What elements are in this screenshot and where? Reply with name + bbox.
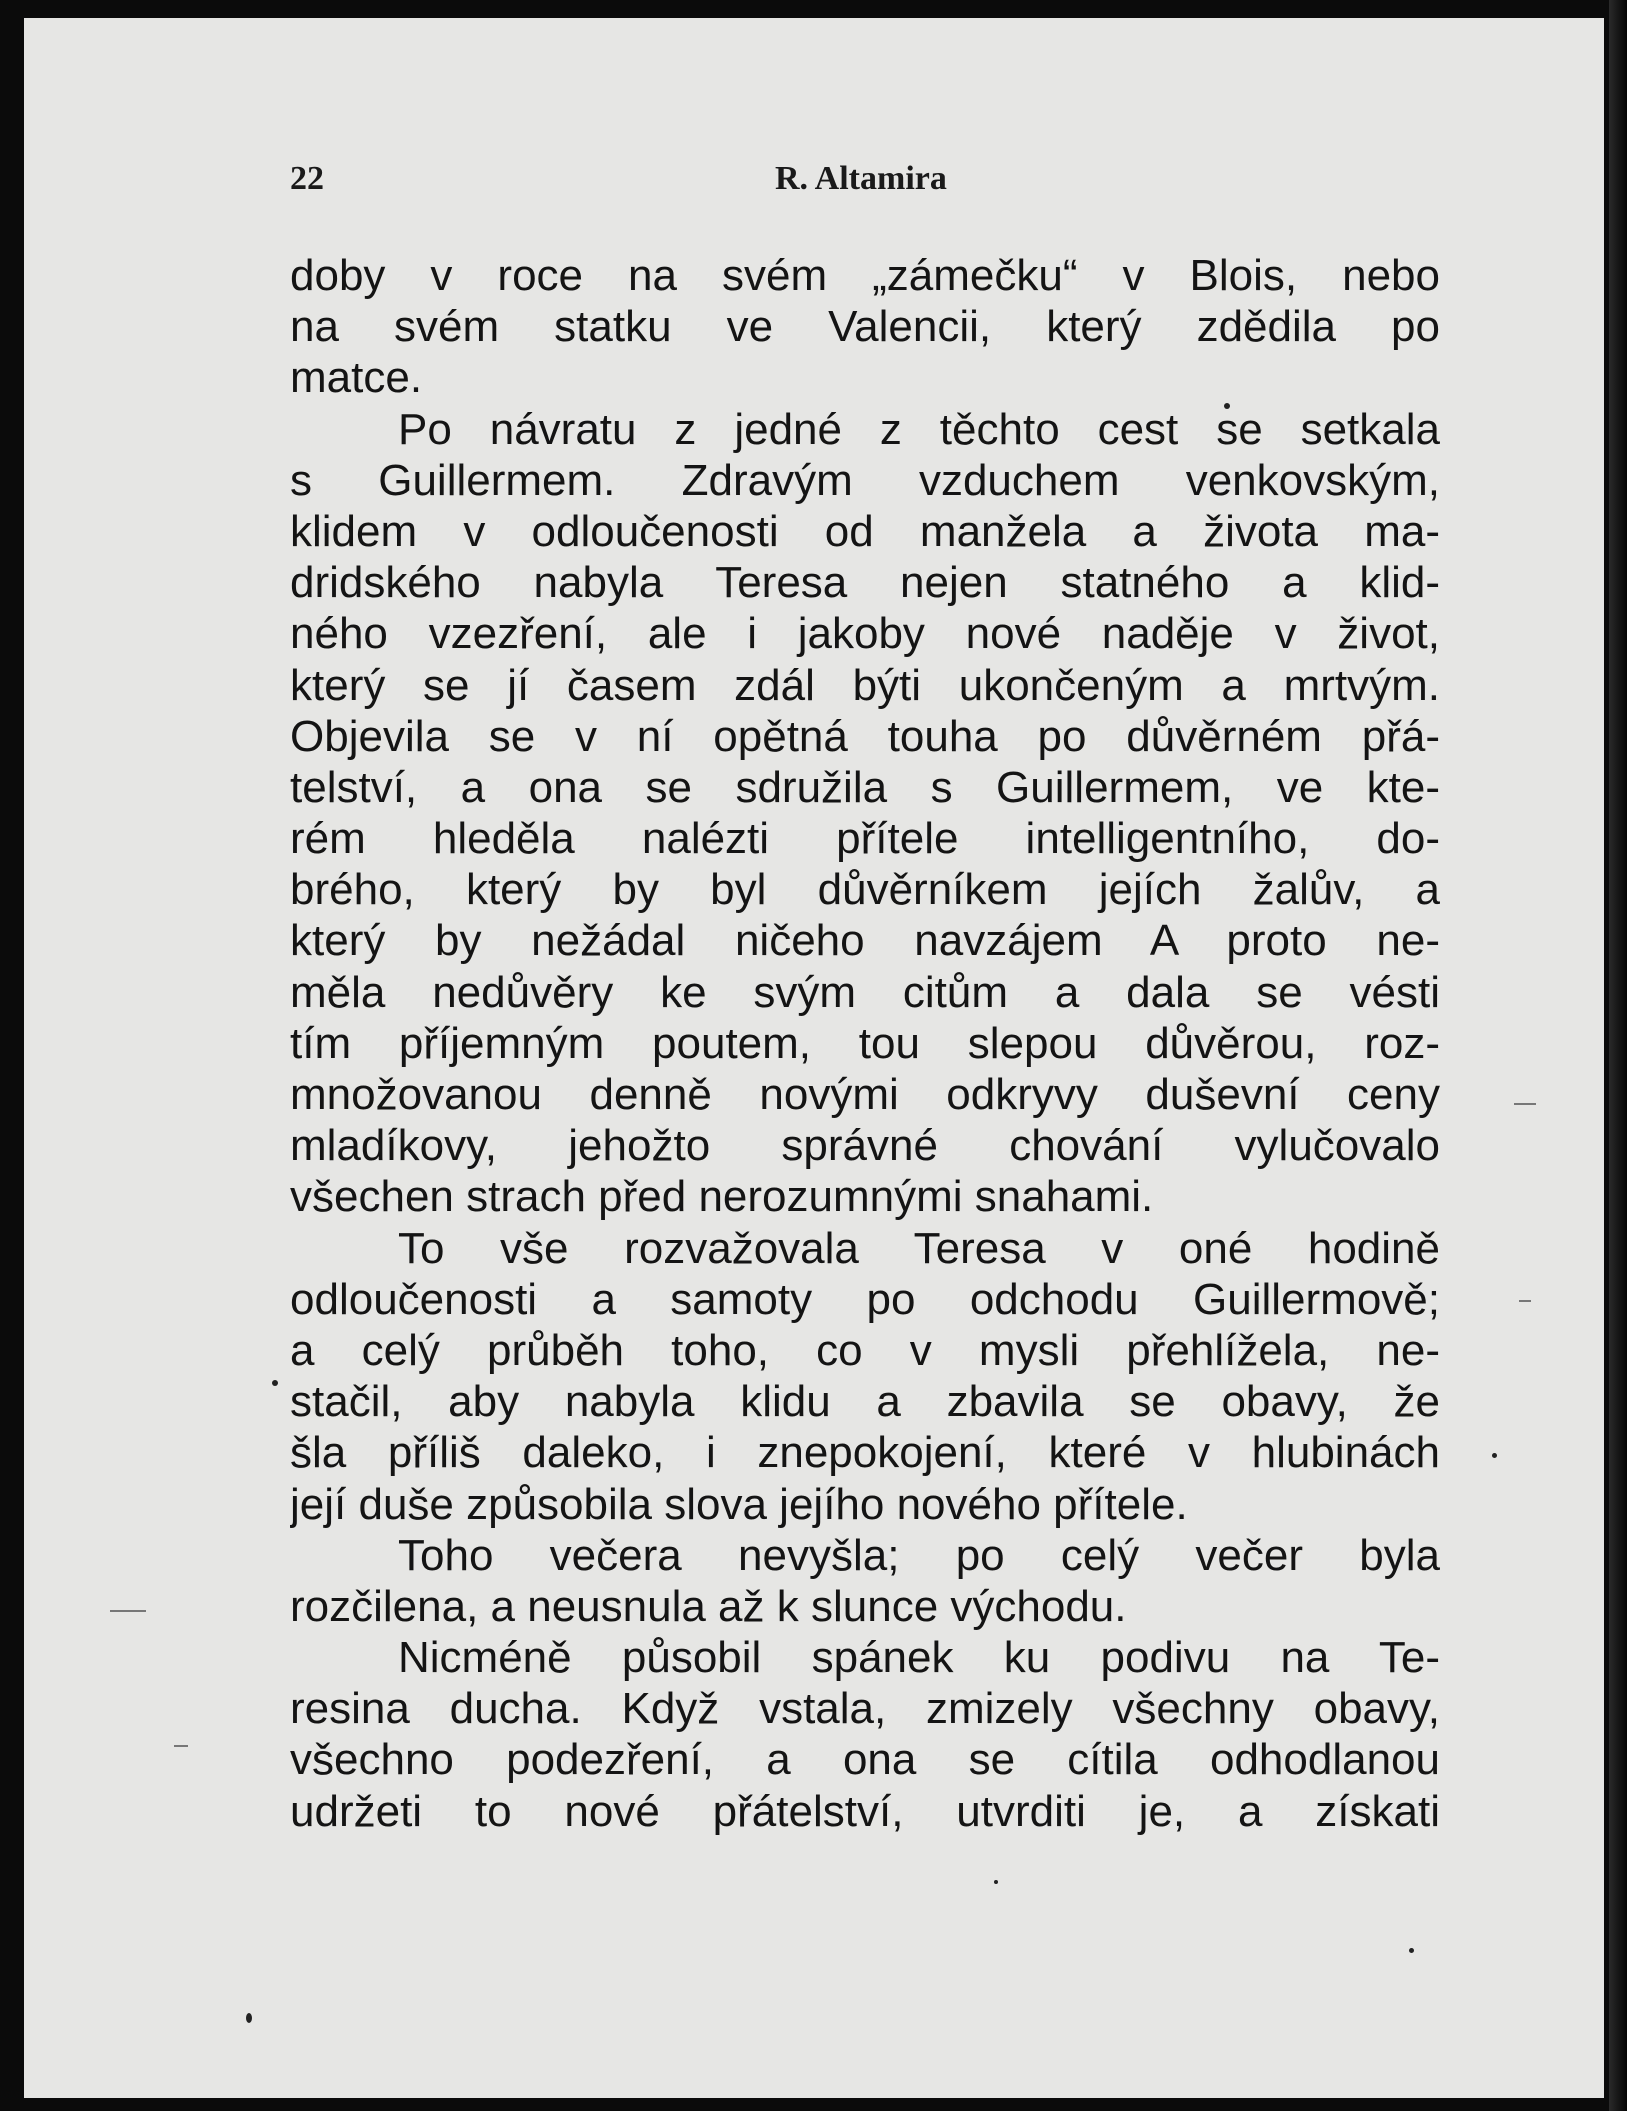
text-line: Po návratu z jedné z těchto cest se setkala: [398, 404, 1440, 454]
text-line: resina ducha. Když vstala, zmizely všechny obavy,: [290, 1684, 1440, 1734]
running-title: R. Altamira: [775, 160, 947, 197]
print-speck: [994, 1880, 998, 1884]
text-line: odloučenosti a samoty po odchodu Guillermově;: [290, 1274, 1440, 1324]
text-line: Toho večera nevyšla; po celý večer byla: [398, 1530, 1440, 1580]
text-line: matce.: [290, 353, 423, 403]
text-line: telství, a ona se sdružila s Guillermem, ve kte-: [290, 762, 1440, 812]
text-line: brého, který by byl důvěrníkem jejích žalův, a: [290, 865, 1440, 915]
print-speck: [246, 2013, 252, 2023]
print-mark: [1519, 1300, 1531, 1302]
text-line: doby v roce na svém „zámečku“ v Blois, nebo: [290, 251, 1440, 300]
text-line: mladíkovy, jehožto správné chování vylučovalo: [290, 1121, 1440, 1171]
text-line: šla příliš daleko, i znepokojení, které v hlubinách: [290, 1428, 1440, 1478]
text-line: dridského nabyla Teresa nejen statného a klid-: [290, 558, 1440, 608]
print-mark: [1514, 1103, 1536, 1105]
body-text: [290, 250, 1440, 1837]
text-line: její duše způsobila slova jejího nového přítele.: [290, 1479, 1188, 1529]
text-line: Objevila se v ní opětná touha po důvěrném přá-: [290, 711, 1440, 761]
page-edge-shadow: [1609, 0, 1627, 2111]
text-line: měla nedůvěry ke svým citům a dala se vésti: [290, 967, 1440, 1017]
text-line: množovanou denně novými odkryvy duševní ceny: [290, 1070, 1440, 1119]
text-line: který by nežádal ničeho navzájem A proto ne-: [290, 916, 1440, 966]
print-speck: [1409, 1948, 1414, 1953]
print-speck: [1492, 1453, 1497, 1458]
print-mark: [174, 1745, 188, 1747]
text-line: rozčilena, a neusnula až k slunce východu.: [290, 1581, 1127, 1631]
running-head: [290, 160, 1440, 210]
text-line: Nicméně působil spánek ku podivu na Te-: [398, 1633, 1440, 1683]
text-line: s Guillermem. Zdravým vzduchem venkovským,: [290, 455, 1440, 505]
text-line: rém hleděla nalézti přítele intelligentního, do-: [290, 814, 1440, 864]
text-line: ného vzezření, ale i jakoby nové naděje v život,: [290, 609, 1440, 659]
text-line: který se jí časem zdál býti ukončeným a mrtvým.: [290, 660, 1440, 710]
text-line: na svém statku ve Valencii, který zdědila po: [290, 302, 1440, 352]
text-line: udržeti to nové přátelství, utvrditi je, a získati: [290, 1786, 1440, 1836]
text-line: všechno podezření, a ona se cítila odhodlanou: [290, 1735, 1440, 1785]
print-mark: [110, 1610, 146, 1612]
print-speck: [272, 1380, 278, 1386]
text-line: klidem v odloučenosti od manžela a života ma-: [290, 506, 1440, 556]
text-line: a celý průběh toho, co v mysli přehlížela, ne-: [290, 1325, 1440, 1375]
text-line: všechen strach před nerozumnými snahami.: [290, 1172, 1154, 1222]
text-line: stačil, aby nabyla klidu a zbavila se obavy, že: [290, 1377, 1440, 1427]
text-line: tím příjemným poutem, tou slepou důvěrou, roz-: [290, 1018, 1440, 1068]
text-line: To vše rozvažovala Teresa v oné hodině: [398, 1223, 1440, 1273]
page-number: 22: [290, 160, 324, 197]
